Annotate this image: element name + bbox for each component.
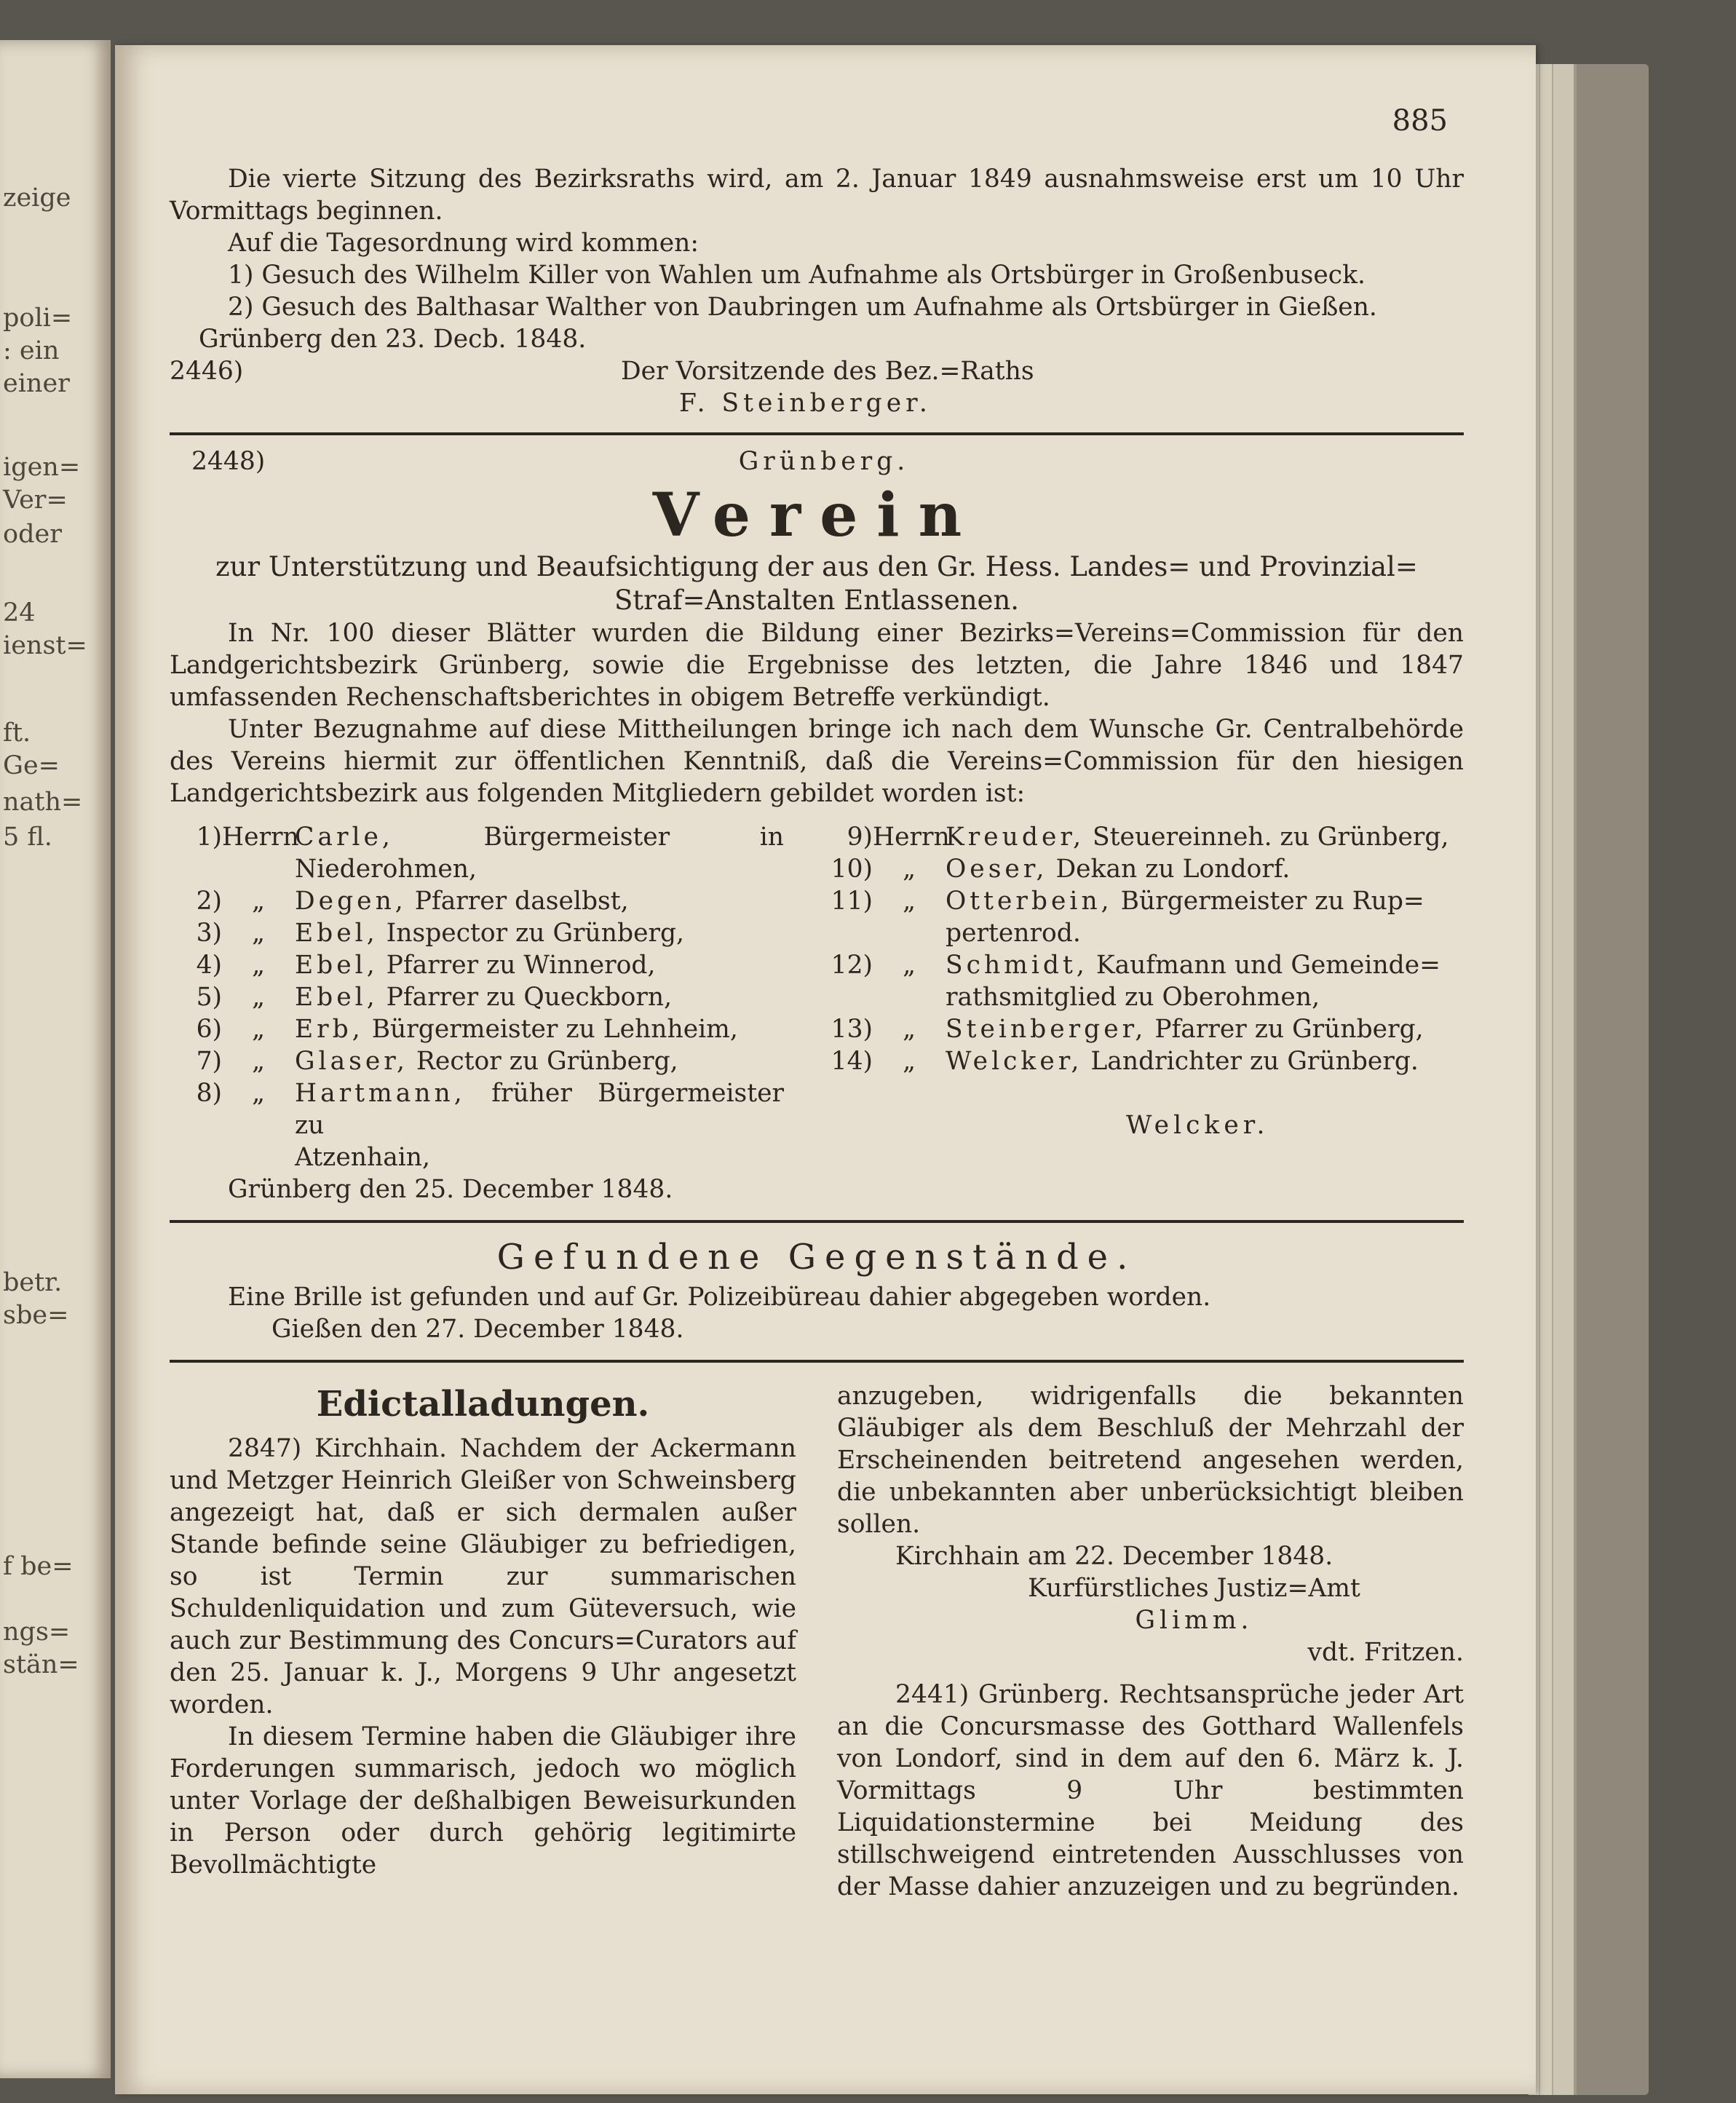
member-role: Landrichter zu Grünberg. xyxy=(1090,1047,1419,1076)
signer-title: Der Vorsitzende des Bez.=Raths xyxy=(621,357,1034,386)
member-role: Steuereinneh. zu Grünberg, xyxy=(1093,823,1449,852)
member-role: Pfarrer zu Winnerod, xyxy=(386,951,656,980)
member-entry xyxy=(170,1045,784,1077)
member-column-right xyxy=(817,821,1464,1205)
verein-paragraph: In Nr. 100 dieser Blätter wurden die Bildung einer Bezirks=Vereins=Commission für den Landgerichtsbezirk Grünberg, sowie die Ergebnisse des letzten, die Jahre 1846 und 1847 umfassenden Rechenschaftsberichtes in obigem Betreffe verkündigt. xyxy=(170,619,1464,712)
verein-subtitle: Straf=Anstalten Entlassenen. xyxy=(614,585,1020,616)
member-entry xyxy=(170,1013,784,1045)
verein-heading-row xyxy=(170,445,1464,478)
edictal-paragraph: anzugeben, widrigenfalls die bekannten Gläubiger als dem Beschluß der Mehrzahl der Erscheinenden beitretend angesehen werden, die unbekannten aber unberücksichtigt bleiben sollen. xyxy=(837,1382,1464,1539)
member-entry xyxy=(170,885,784,917)
member-role: pertenrod. xyxy=(946,919,1081,948)
member-number: 6) xyxy=(196,1015,222,1044)
member-prefix: „ xyxy=(252,887,265,916)
member-entry xyxy=(820,885,1464,917)
found-items-text: Eine Brille ist gefunden und auf Gr. Polizeibüreau dahier abgegeben worden. xyxy=(228,1283,1211,1312)
member-entry xyxy=(820,949,1464,981)
member-entry xyxy=(170,981,784,1013)
member-name: Otterbein, xyxy=(946,887,1113,916)
member-prefix: „ xyxy=(252,919,265,948)
divider xyxy=(170,1360,1464,1363)
notice-line: Auf die Tagesordnung wird kommen: xyxy=(228,229,699,258)
notice-line: 1) Gesuch des Wilhelm Killer von Wahlen um Aufnahme als Ortsbürger in Großenbuseck. xyxy=(228,261,1366,290)
notice-signature-row xyxy=(170,355,1464,387)
member-number: 11) xyxy=(831,887,873,916)
member-role: Bürgermeister zu Rup= xyxy=(1120,887,1424,916)
page-edge-stack xyxy=(1529,64,1649,2095)
edictal-section xyxy=(170,1380,1464,1903)
left-page-fragment: stän= xyxy=(3,1650,79,1679)
member-number: 10) xyxy=(831,855,873,884)
notice-bezirksrath xyxy=(170,163,1464,419)
member-role: Pfarrer daselbst, xyxy=(414,887,629,916)
member-entry-continuation xyxy=(820,917,1464,949)
member-prefix: „ xyxy=(252,983,265,1012)
member-role: Dekan zu Londorf. xyxy=(1055,855,1291,884)
member-prefix: „ xyxy=(252,1047,265,1076)
found-items-title: Gefundene Gegenstände. xyxy=(496,1237,1137,1278)
left-page-fragment: : ein xyxy=(3,336,60,365)
member-number: 7) xyxy=(196,1047,222,1076)
member-entry xyxy=(170,949,784,981)
member-role: Pfarrer zu Grünberg, xyxy=(1154,1015,1424,1044)
verein-signature: Welcker. xyxy=(1126,1111,1269,1140)
member-name: Carle, xyxy=(295,823,394,852)
verein-number: 2448) xyxy=(191,447,266,476)
edictal-title: Edictalladungen. xyxy=(316,1384,650,1425)
member-name: Glaser, xyxy=(295,1047,408,1076)
left-page-fragment: einer xyxy=(3,369,70,398)
member-number: 2) xyxy=(196,887,222,916)
page-content xyxy=(170,104,1464,1903)
left-page-fragment: ienst= xyxy=(3,631,87,660)
member-entry xyxy=(170,821,784,885)
page xyxy=(115,45,1536,2094)
member-name: Hartmann, xyxy=(295,1079,466,1108)
member-prefix: „ xyxy=(252,1015,265,1044)
edictal-signer: Glimm. xyxy=(1135,1606,1253,1635)
member-prefix: „ xyxy=(903,1015,916,1044)
member-name: Ebel, xyxy=(295,951,378,980)
found-items-date: Gießen den 27. December 1848. xyxy=(272,1315,684,1344)
member-role: früher Bürgermeister zu xyxy=(295,1079,785,1140)
member-name: Erb, xyxy=(295,1015,364,1044)
member-number: 9) xyxy=(847,823,873,852)
member-entry-continuation xyxy=(820,981,1464,1013)
notice-verein xyxy=(170,445,1464,1205)
member-prefix: „ xyxy=(252,1079,265,1108)
member-role: Bürgermeister zu Lehnheim, xyxy=(371,1015,738,1044)
notice-line: 2) Gesuch des Balthasar Walther von Daubringen um Aufnahme als Ortsbürger in Gießen. xyxy=(228,293,1377,322)
member-role: Bürgermeister in Niederohmen, xyxy=(295,823,784,884)
notice-number: 2446) xyxy=(170,357,244,386)
edictal-date: Kirchhain am 22. December 1848. xyxy=(895,1542,1333,1571)
member-name: Oeser, xyxy=(946,855,1048,884)
left-page-fragment: ft. xyxy=(3,718,31,748)
verein-title: Verein xyxy=(652,480,981,550)
member-name: Steinberger, xyxy=(946,1015,1147,1044)
member-number: 1) xyxy=(196,823,222,852)
edictal-paragraph: 2847) Kirchhain. Nachdem der Ackermann und Metzger Heinrich Gleißer von Schweinsberg angezeigt hat, daß er sich dermalen außer Stande befinde seine Gläubiger zu befriedigen, so ist Termin zur summarischen Schuldenliquidation und zum Güteversuch, wie auch zur Bestimmung des Concurs=Curators auf den 25. Januar k. J., Morgens 9 Uhr angesetzt worden. xyxy=(170,1434,796,1719)
left-page-fragment: betr. xyxy=(3,1268,63,1297)
left-page-fragment: 24 xyxy=(3,598,36,627)
edictal-paragraph: 2441) Grünberg. Rechtsansprüche jeder Art an die Concursmasse des Gotthard Wallenfels von Londorf, sind in dem auf den 6. März k. J. Vormittags 9 Uhr bestimmten Liquidationstermine bei Meidung des stillschweigend eintretenden Ausschlusses von der Masse dahier anzuzeigen und zu begründen. xyxy=(837,1680,1464,1901)
divider xyxy=(170,432,1464,435)
member-prefix: „ xyxy=(903,951,916,980)
member-role: Inspector zu Grünberg, xyxy=(386,919,685,948)
member-role: rathsmitglied zu Oberohmen, xyxy=(946,983,1320,1012)
edictal-office: Kurfürstliches Justiz=Amt xyxy=(1028,1574,1360,1603)
member-name: Kreuder, xyxy=(946,823,1085,852)
member-prefix: „ xyxy=(252,951,265,980)
member-number: 13) xyxy=(831,1015,873,1044)
edictal-column-right xyxy=(817,1380,1464,1903)
member-name: Ebel, xyxy=(295,919,378,948)
divider xyxy=(170,1220,1464,1223)
left-page-fragment: poli= xyxy=(3,304,73,333)
verein-subtitle: zur Unterstützung und Beaufsichtigung der aus den Gr. Hess. Landes= und Provinzial= xyxy=(215,551,1418,582)
left-page-edge xyxy=(0,40,111,2078)
member-name: Degen, xyxy=(295,887,407,916)
member-role: Rector zu Grünberg, xyxy=(416,1047,678,1076)
edictal-vdt: vdt. Fritzen. xyxy=(1307,1638,1464,1667)
member-name: Welcker, xyxy=(946,1047,1083,1076)
notice-found-items xyxy=(170,1233,1464,1345)
member-number: 3) xyxy=(196,919,222,948)
member-name: Ebel, xyxy=(295,983,378,1012)
signer-name: F. Steinberger. xyxy=(679,389,932,418)
member-number: 12) xyxy=(831,951,873,980)
edictal-paragraph: In diesem Termine haben die Gläubiger ihre Forderungen summarisch, jedoch wo möglich unter Vorlage der deßhalbigen Beweisurkunden in Person oder durch gehörig legitimirte Bevollmächtigte xyxy=(170,1722,796,1880)
member-prefix: Herrn xyxy=(873,823,950,852)
left-page-fragment: igen= xyxy=(3,453,81,482)
verein-date: Grünberg den 25. December 1848. xyxy=(228,1175,673,1204)
member-number: 14) xyxy=(831,1047,873,1076)
notice-date: Grünberg den 23. Decb. 1848. xyxy=(199,325,587,354)
member-entry xyxy=(170,1077,784,1141)
edictal-column-left xyxy=(170,1380,817,1903)
member-number: 8) xyxy=(196,1079,222,1108)
member-prefix: Herrn xyxy=(222,823,299,852)
member-prefix: „ xyxy=(903,855,916,884)
left-page-fragment: 5 fl. xyxy=(3,823,52,852)
page-number: 885 xyxy=(1392,104,1448,138)
member-entry xyxy=(820,1045,1464,1077)
left-page-fragment: nath= xyxy=(3,788,83,817)
member-list xyxy=(170,821,1464,1205)
member-role: Kaufmann und Gemeinde= xyxy=(1095,951,1441,980)
member-role: Pfarrer zu Queckborn, xyxy=(386,983,673,1012)
verein-paragraph: Unter Bezugnahme auf diese Mittheilungen bringe ich nach dem Wunsche Gr. Centralbehörde des Vereins hiermit zur öffentlichen Kenntniß, daß die Vereins=Commission für den hiesigen Landgerichtsbezirk aus folgenden Mitgliedern gebildet worden ist: xyxy=(170,715,1464,808)
member-prefix: „ xyxy=(903,1047,916,1076)
member-prefix: „ xyxy=(903,887,916,916)
left-page-fragment: zeige xyxy=(3,183,71,213)
verein-place: Grünberg. xyxy=(738,447,910,476)
left-page-fragment: ngs= xyxy=(3,1617,71,1647)
member-name: Schmidt, xyxy=(946,951,1088,980)
member-entry xyxy=(170,917,784,949)
left-page-fragment: f be= xyxy=(3,1552,74,1581)
member-number: 5) xyxy=(196,983,222,1012)
left-page-fragment: Ge= xyxy=(3,751,60,780)
member-role: Atzenhain, xyxy=(295,1143,430,1172)
left-page-fragment: sbe= xyxy=(3,1301,69,1330)
member-entry xyxy=(820,821,1464,853)
member-entry xyxy=(820,1013,1464,1045)
member-column-left xyxy=(170,821,817,1205)
notice-line: Die vierte Sitzung des Bezirksraths wird, am 2. Januar 1849 ausnahmsweise erst um 10 Uhr Vormittags beginnen. xyxy=(170,165,1464,226)
member-number: 4) xyxy=(196,951,222,980)
left-page-fragment: oder xyxy=(3,520,62,549)
member-entry xyxy=(820,853,1464,885)
left-page-fragment: Ver= xyxy=(3,486,68,515)
member-entry-continuation xyxy=(170,1141,784,1173)
